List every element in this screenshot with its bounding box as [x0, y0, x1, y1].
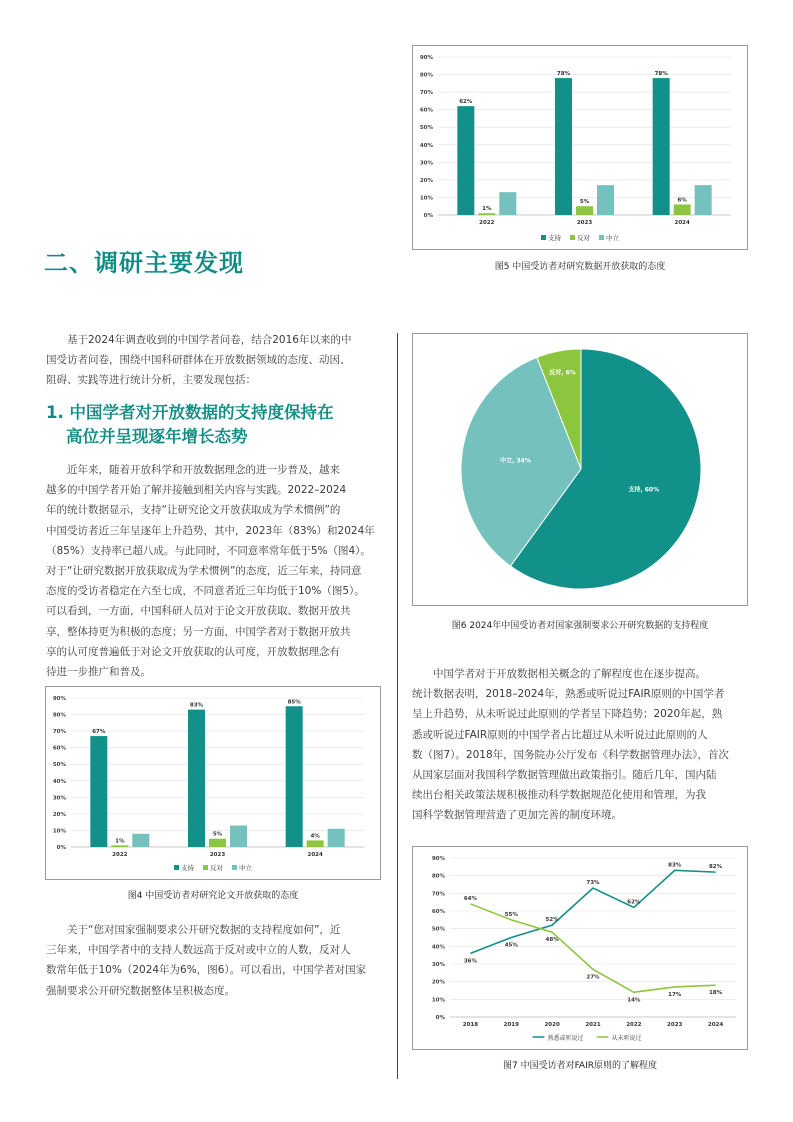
bar	[499, 192, 516, 215]
figure-7-caption: 图7 中国受访者对FAIR原则的了解程度	[502, 1061, 657, 1071]
section-title: 二、调研主要发现	[44, 249, 244, 277]
para1-line: （85%）支持率已超八成。与此同时，不同意率常年低于5%（图4）。	[46, 544, 371, 557]
y-tick-label: 90%	[419, 55, 433, 61]
y-tick-label: 10%	[52, 828, 66, 835]
bar-data-label: 4%	[310, 833, 320, 840]
para3-line: 国科学数据管理营造了更加完善的制度环境。	[412, 809, 622, 822]
para1-line: 对于“让研究数据开放获取成为学术惯例”的态度，近三年来，持同意	[46, 565, 362, 578]
y-tick-label: 60%	[419, 107, 433, 114]
y-tick-label: 90%	[431, 856, 445, 862]
figure-7-chart	[413, 847, 747, 1049]
line-data-label: 82%	[708, 864, 723, 871]
figure-5-frame	[412, 45, 748, 250]
legend-swatch	[174, 865, 179, 870]
para1-line: 越多的中国学者开始了解并接触到相关内容与实践。2022–2024	[46, 484, 347, 497]
y-tick-label: 50%	[431, 926, 445, 933]
line-data-label: 36%	[463, 958, 478, 965]
para3-line: 从国家层面对我国科学数据管理做出政策指引。随后几年，国内陆	[412, 769, 717, 782]
y-tick-label: 70%	[52, 729, 66, 736]
line-data-label: 73%	[586, 880, 600, 887]
y-tick-label: 30%	[419, 160, 433, 167]
bar	[457, 106, 474, 215]
line-data-label: 17%	[668, 991, 682, 998]
bar-data-label: 78%	[556, 71, 571, 78]
figure-4-chart	[46, 687, 380, 879]
y-tick-label: 20%	[419, 177, 433, 184]
x-tick-label: 2022	[112, 852, 128, 858]
bar-data-label: 6%	[677, 197, 687, 204]
line-data-label: 14%	[627, 997, 641, 1004]
para2-line: 强制要求公开研究数据整体呈积极态度。	[46, 984, 235, 997]
paragraph-3	[412, 664, 748, 826]
y-tick-label: 40%	[52, 778, 66, 785]
bar-data-label: 62%	[459, 99, 473, 106]
legend-label: 中立	[606, 234, 619, 242]
y-tick-label: 10%	[419, 195, 433, 202]
legend-label: 中立	[239, 864, 252, 872]
bar	[90, 736, 107, 847]
subsection-title-line: 1. 中国学者对开放数据的支持度保持在	[46, 403, 334, 422]
y-tick-label: 60%	[52, 745, 66, 752]
para3-line: 悉或听说过FAIR原则的中国学者占比超过从未听说过此原则的人	[412, 728, 708, 741]
bar	[132, 834, 149, 847]
subsection-title-line: 高位并呈现逐年增长态势	[66, 427, 248, 446]
bar-data-label: 85%	[287, 699, 301, 706]
bar-data-label: 1%	[115, 838, 125, 845]
para3-line: 续出台相关政策法规积极推动科学数据规范化使用和管理，为我	[412, 789, 706, 802]
bar	[674, 204, 691, 215]
bar	[328, 829, 345, 847]
y-tick-label: 30%	[431, 962, 445, 968]
x-tick-label: 2023	[667, 1022, 683, 1028]
intro-line: 基于2024年调查收到的中国学者问卷，结合2016年以来的中	[67, 334, 352, 346]
figure-5-caption: 图5 中国受访者对研究数据开放获取的态度	[494, 262, 666, 272]
x-tick-label: 2023	[209, 852, 226, 858]
para2-line: 数常年低于10%（2024年为6%，图6）。可以看出，中国学者对国家	[46, 964, 367, 977]
para1-line: 享的认可度普遍低于对论文开放获取的认可度，开放数据理念有	[46, 645, 340, 658]
pie-data-label: 支持, 60%	[628, 486, 660, 494]
para2-line: 三年来，中国学者中的支持人数远高于反对或中立的人数，反对人	[46, 944, 351, 957]
bar	[209, 839, 226, 847]
bar	[478, 213, 495, 215]
para1-line: 近年来，随着开放科学和开放数据理念的进一步普及，越来	[67, 464, 340, 476]
bar	[555, 78, 572, 215]
x-tick-label: 2019	[503, 1022, 519, 1028]
para1-line: 中国受访者近三年呈逐年上升趋势，其中，2023年（83%）和2024年	[46, 524, 375, 537]
para1-line: 态度的受访者稳定在六至七成，不同意者近三年均低于10%（图5）。	[46, 585, 365, 598]
y-tick-label: 80%	[431, 873, 445, 880]
figure-6-frame	[412, 333, 748, 606]
line-data-label: 55%	[504, 911, 518, 918]
y-tick-label: 60%	[431, 909, 445, 915]
legend-swatch	[203, 865, 208, 870]
y-tick-label: 0%	[56, 845, 66, 851]
intro-line: 国受访者问卷，围绕中国科研群体在开放数据领域的态度、动因、	[46, 354, 351, 367]
y-tick-label: 40%	[419, 142, 433, 149]
x-tick-label: 2024	[307, 852, 323, 858]
legend-swatch	[232, 865, 237, 870]
subsection-title	[46, 401, 334, 449]
line-data-label: 45%	[504, 942, 518, 949]
line-data-label: 64%	[463, 895, 478, 902]
paragraph-1	[46, 460, 382, 682]
figure-7-frame	[412, 846, 748, 1050]
bar-data-label: 1%	[482, 206, 492, 213]
figure-4-caption: 图4 中国受访者对研究论文开放获取的态度	[127, 891, 299, 901]
bar	[230, 825, 247, 847]
y-tick-label: 0%	[435, 1015, 445, 1021]
intro-line: 阻碍、实践等进行统计分析，主要发现包括：	[46, 374, 256, 387]
y-tick-label: 90%	[52, 696, 66, 702]
para2-line: 关于“您对国家强制要求公开研究数据的支持程度如何”，近	[67, 924, 341, 936]
legend-label: 反对	[577, 234, 590, 242]
x-tick-label: 2024	[707, 1022, 724, 1028]
bar-data-label: 83%	[189, 702, 204, 709]
y-tick-label: 50%	[52, 762, 66, 769]
x-tick-label: 2018	[462, 1022, 479, 1028]
pie-data-label: 反对, 6%	[549, 369, 576, 377]
x-tick-label: 2021	[585, 1022, 601, 1028]
legend-swatch	[570, 235, 575, 240]
y-tick-label: 40%	[431, 944, 445, 951]
y-tick-label: 20%	[431, 979, 445, 986]
line-data-label: 83%	[668, 862, 682, 869]
line-data-label: 52%	[545, 917, 559, 924]
line-data-label: 27%	[586, 974, 600, 981]
legend-label: 从未听说过	[611, 1035, 642, 1042]
bar	[307, 840, 324, 847]
figure-4-frame	[45, 686, 381, 880]
y-tick-label: 70%	[431, 891, 445, 898]
intro-paragraph	[46, 330, 382, 391]
para1-line: 待进一步推广和普及。	[46, 666, 151, 679]
y-tick-label: 80%	[52, 712, 66, 719]
para3-line: 呈上升趋势，从未听说过此原则的学者呈下降趋势；2020年起，熟	[412, 708, 723, 721]
y-tick-label: 30%	[52, 795, 66, 802]
x-tick-label: 2024	[674, 220, 690, 226]
bar-data-label: 67%	[92, 729, 106, 736]
line-data-label: 62%	[627, 899, 641, 906]
bar-data-label: 5%	[212, 831, 223, 838]
y-tick-label: 0%	[423, 213, 433, 219]
para3-line: 中国学者对于开放数据相关概念的了解程度也在逐步提高。	[433, 668, 706, 680]
para3-line: 数（图7）。2018年，国务院办公厅发布《科学数据管理办法》，首次	[412, 748, 729, 761]
legend-label: 熟悉或听说过	[547, 1035, 584, 1042]
figure-6-chart	[413, 334, 747, 605]
x-tick-label: 2023	[576, 220, 593, 226]
bar	[695, 185, 712, 215]
x-tick-label: 2022	[479, 220, 495, 226]
para1-line: 年的统计数据显示，支持“让研究论文开放获取成为学术惯例”的	[46, 504, 341, 517]
legend-swatch	[541, 235, 546, 240]
figure-6-caption: 图6 2024年中国受访者对国家强制要求公开研究数据的支持程度	[451, 621, 709, 631]
y-tick-label: 10%	[431, 997, 445, 1004]
bar-data-label: 5%	[579, 199, 590, 206]
bar	[111, 845, 128, 847]
figure-5-chart	[413, 46, 747, 249]
para1-line: 享，整体持更为积极的态度；另一方面，中国学者对于数据开放共	[46, 625, 351, 638]
legend-label: 支持	[181, 864, 194, 872]
x-tick-label: 2022	[626, 1022, 642, 1028]
para3-line: 统计数据表明，2018–2024年，熟悉或听说过FAIR原则的中国学者	[412, 688, 725, 701]
pie-data-label: 中立, 34%	[500, 457, 531, 465]
legend-label: 支持	[548, 234, 561, 242]
bar	[653, 78, 670, 215]
y-tick-label: 70%	[419, 90, 433, 97]
para1-line: 可以看到，一方面，中国科研人员对于论文开放获取、数据开放共	[46, 605, 351, 618]
line-data-label: 48%	[545, 937, 559, 944]
bar	[576, 206, 593, 215]
legend-label: 反对	[210, 864, 223, 872]
y-tick-label: 80%	[419, 72, 433, 79]
bar	[597, 185, 614, 215]
x-tick-label: 2020	[544, 1022, 560, 1028]
y-tick-label: 20%	[52, 811, 66, 818]
bar-data-label: 78%	[654, 71, 668, 78]
paragraph-2	[46, 920, 382, 1001]
bar	[286, 706, 303, 847]
y-tick-label: 50%	[419, 125, 433, 132]
line-data-label: 18%	[708, 990, 723, 997]
bar	[188, 710, 205, 847]
column-divider	[397, 333, 398, 1079]
legend-swatch	[599, 235, 604, 240]
